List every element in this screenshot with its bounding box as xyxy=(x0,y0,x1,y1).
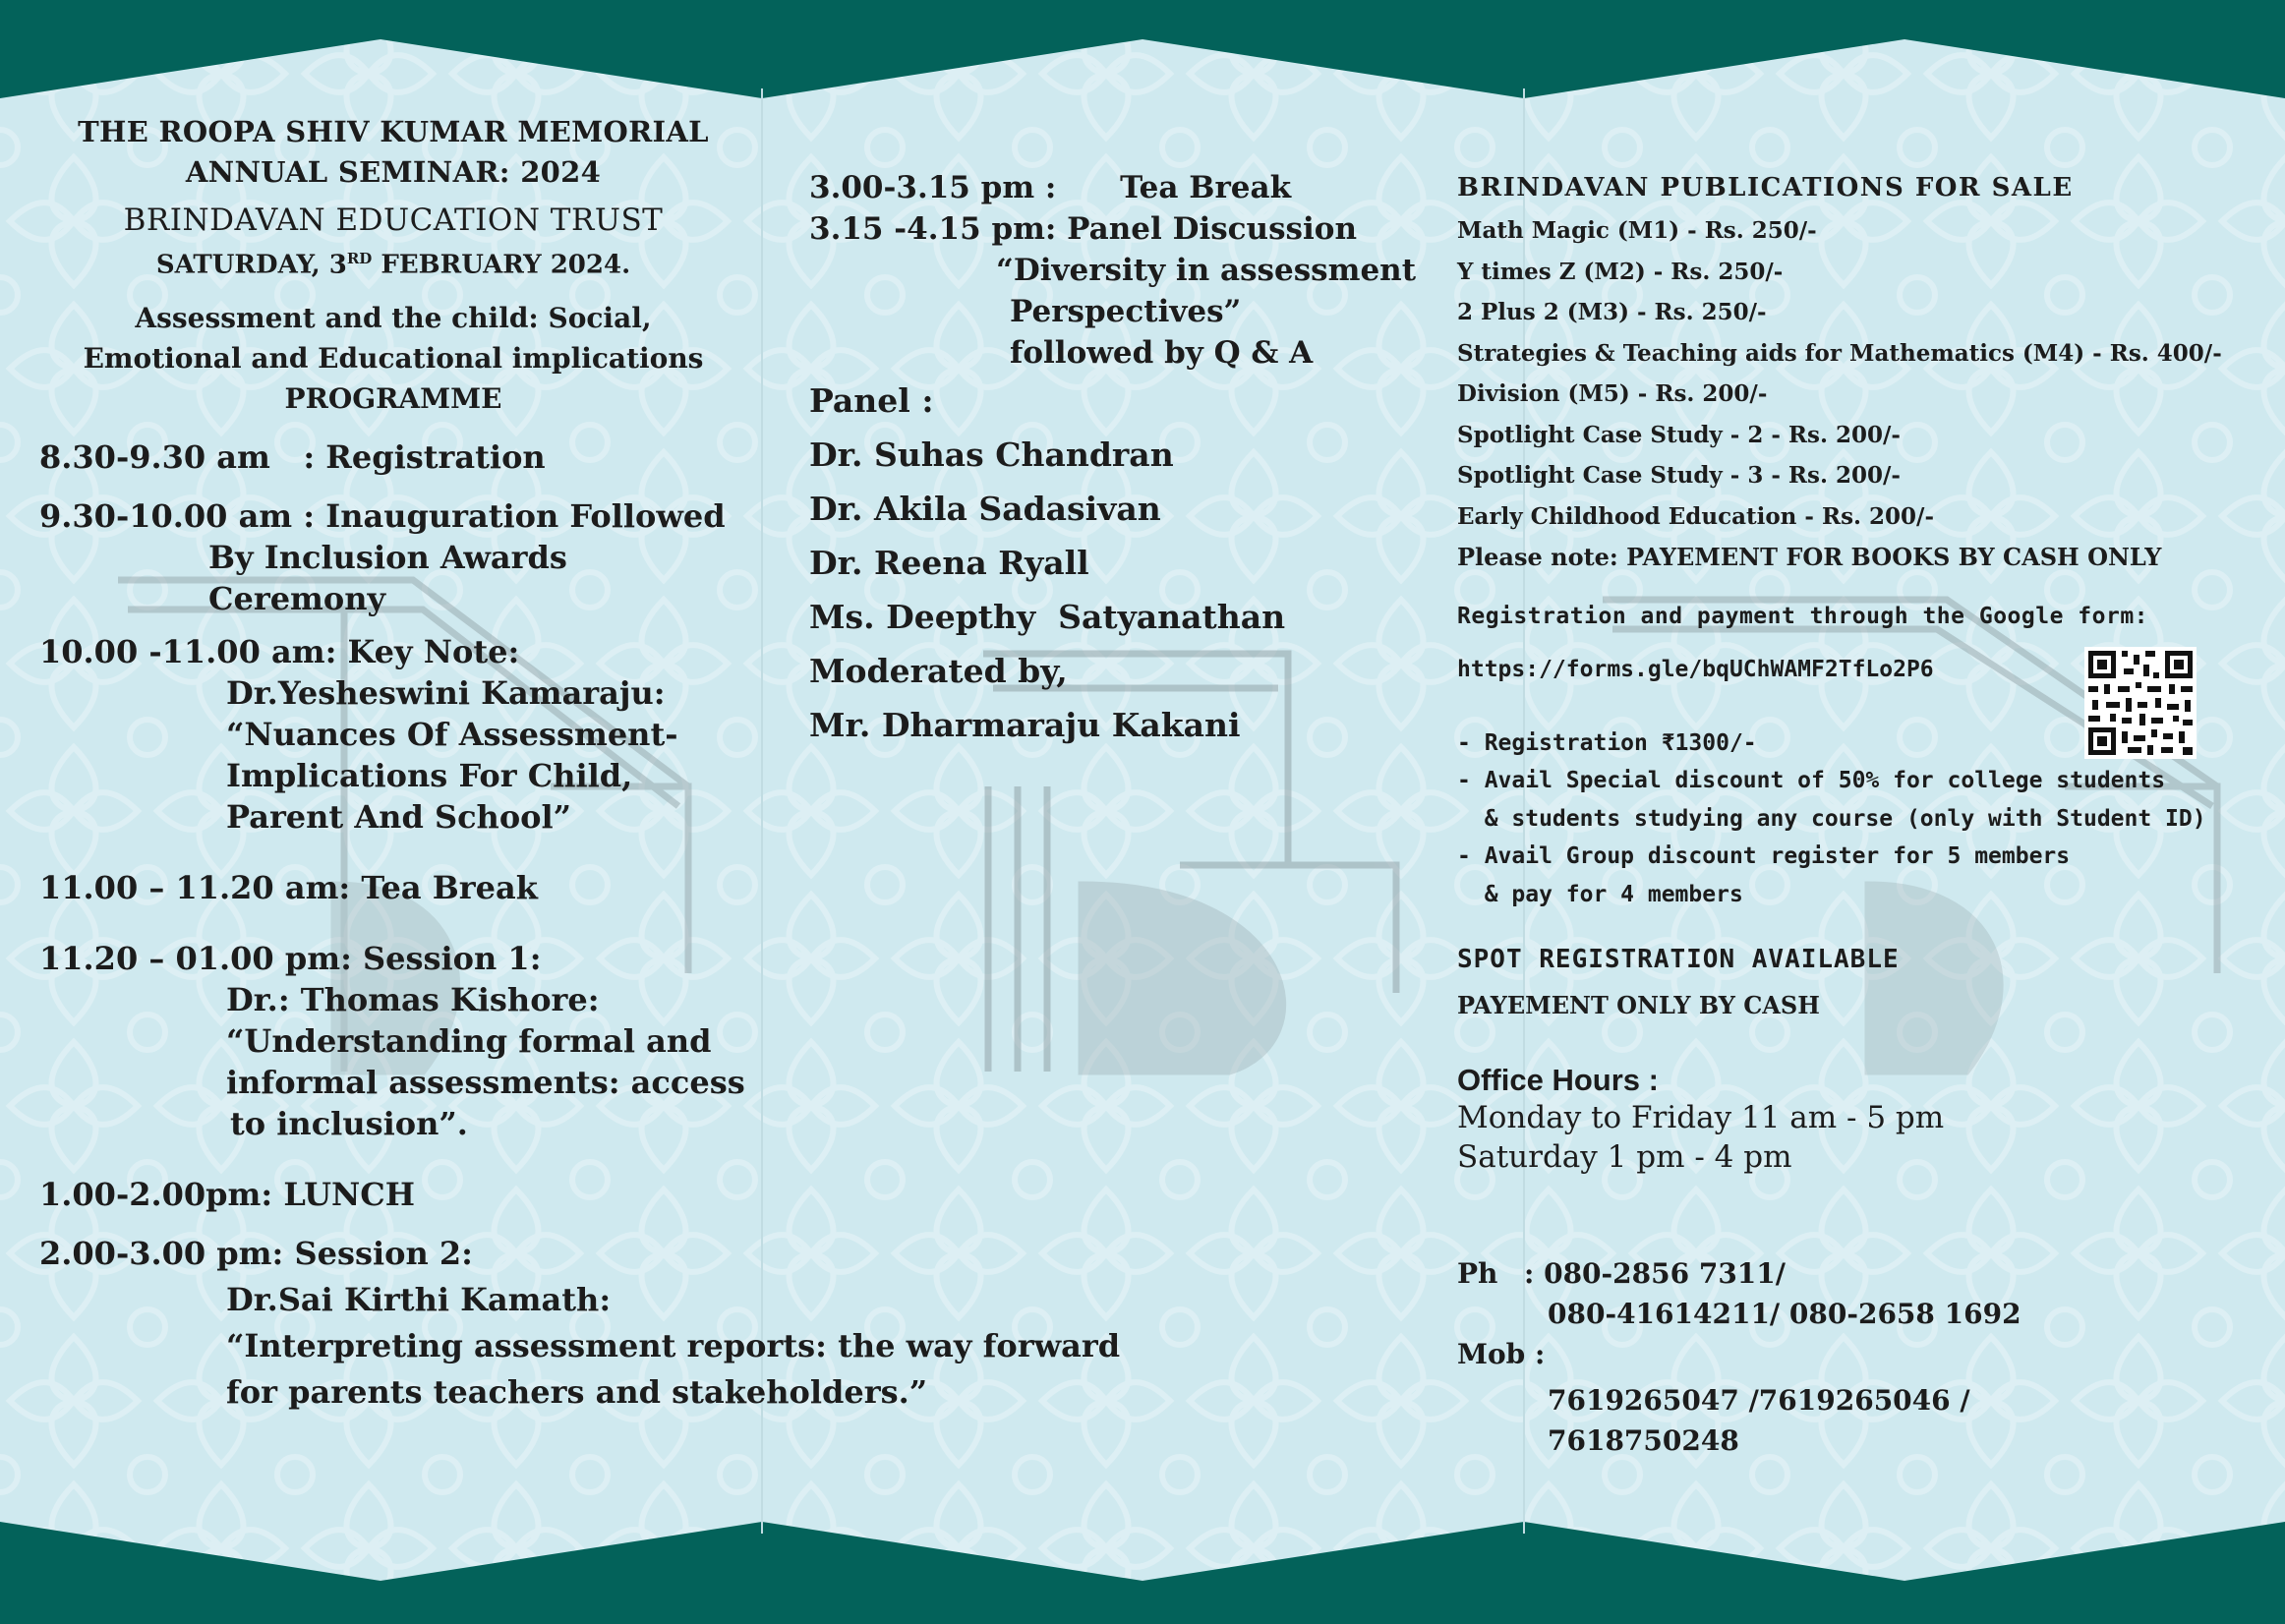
lunch-item: 1.00-2.00pm: LUNCH xyxy=(39,1175,415,1213)
list-item: Division (M5) - Rs. 200/- xyxy=(1457,380,1768,407)
tea-break-afternoon: 3.00-3.15 pm : Tea Break xyxy=(809,170,1292,205)
seminar-title: THE ROOPA SHIV KUMAR MEMORIAL ANNUAL SEMINAR: 2024 xyxy=(78,115,709,189)
google-form-link[interactable]: https://forms.gle/bqUChWAMF2TfLo2P6 xyxy=(1457,657,1934,682)
tea-break-item: 11.00 – 11.20 am: Tea Break xyxy=(39,868,538,906)
contact-info xyxy=(1457,1253,2263,1461)
panelist: Dr. Akila Sadasivan xyxy=(809,490,1161,528)
programme-heading: PROGRAMME xyxy=(284,381,502,415)
payment-note: Please note: PAYEMENT FOR BOOKS BY CASH ONLY xyxy=(1457,543,2162,571)
cash-only-note: PAYEMENT ONLY BY CASH xyxy=(1457,990,1820,1019)
office-hours: Office Hours : Monday to Friday 11 am - 5 pm Saturday 1 pm - 4 pm xyxy=(1457,1062,1945,1175)
inauguration-item: 9.30-10.00 am : Inauguration Followed By Inclusion Awards Ceremony xyxy=(39,496,726,617)
moderator: Mr. Dharmaraju Kakani xyxy=(809,706,1241,744)
mobile-label: Mob : xyxy=(1457,1337,1546,1370)
list-item: Strategies & Teaching aids for Mathematics (M4) - Rs. 400/- xyxy=(1457,339,2222,367)
right-panel xyxy=(1457,173,2263,1461)
trust-name: BRINDAVAN EDUCATION TRUST xyxy=(123,203,664,238)
registration-heading: Registration and payment through the Google form: xyxy=(1457,603,2149,629)
spot-registration: SPOT REGISTRATION AVAILABLE xyxy=(1457,945,1900,974)
book-list xyxy=(1457,210,2263,578)
mobile-number: 7619265047 /7619265046 / xyxy=(1548,1383,1970,1417)
panelist: Dr. Reena Ryall xyxy=(809,544,1089,582)
list-item: Early Childhood Education - Rs. 200/- xyxy=(1457,502,1934,530)
event-date: SATURDAY, 3RD FEBRUARY 2024. xyxy=(155,250,631,280)
seminar-theme: Assessment and the child: Social, Emotional and Educational implications PROGRAMME xyxy=(39,298,747,419)
panelist: Dr. Suhas Chandran xyxy=(809,435,1174,474)
panel-discussion-item: 3.15 -4.15 pm: Panel Discussion “Diversity in assessment Perspectives” followed by Q & A xyxy=(809,211,1417,371)
list-item: Spotlight Case Study - 3 - Rs. 200/- xyxy=(1457,462,1901,489)
phone-number: : 080-2856 7311/ xyxy=(1524,1256,1786,1290)
list-item: Y times Z (M2) - Rs. 250/- xyxy=(1457,258,1784,285)
panel-list xyxy=(809,374,1438,752)
list-item: Spotlight Case Study - 2 - Rs. 200/- xyxy=(1457,421,1901,448)
phone-label: Ph xyxy=(1457,1256,1498,1290)
session1-item: 11.20 – 01.00 pm: Session 1: Dr.: Thomas Kishore: “Understanding formal and informal assessments: access to inclusion”. xyxy=(39,939,745,1142)
fee-info: - Registration ₹1300/- - Avail Special discount of 50% for college students & students studying any course (only with Student ID) - Avail Group discount register for 5 members & pay for 4 members xyxy=(1457,729,2206,907)
phone-number: 080-41614211/ 080-2658 1692 xyxy=(1548,1297,2021,1330)
middle-panel xyxy=(809,167,1438,752)
list-item: 2 Plus 2 (M3) - Rs. 250/- xyxy=(1457,299,1767,325)
keynote-item: 10.00 -11.00 am: Key Note: Dr.Yesheswini Kamaraju: “Nuances Of Assessment- Implications For Child, Parent And School” xyxy=(39,632,678,836)
session2-item: 2.00-3.00 pm: Session 2: Dr.Sai Kirthi Kamath: “Interpreting assessment reports: the way forward for parents teachers and stakeholders.” xyxy=(39,1234,1121,1411)
registration-item: 8.30-9.30 am : Registration xyxy=(39,437,546,476)
moderated-label: Moderated by, xyxy=(809,652,1068,690)
panel-label: Panel : xyxy=(809,381,934,420)
list-item: Math Magic (M1) - Rs. 250/- xyxy=(1457,217,1817,244)
mobile-number: 7618750248 xyxy=(1548,1423,1739,1457)
panelist: Ms. Deepthy Satyanathan xyxy=(809,598,1286,636)
publications-heading: BRINDAVAN PUBLICATIONS FOR SALE xyxy=(1457,173,2074,203)
